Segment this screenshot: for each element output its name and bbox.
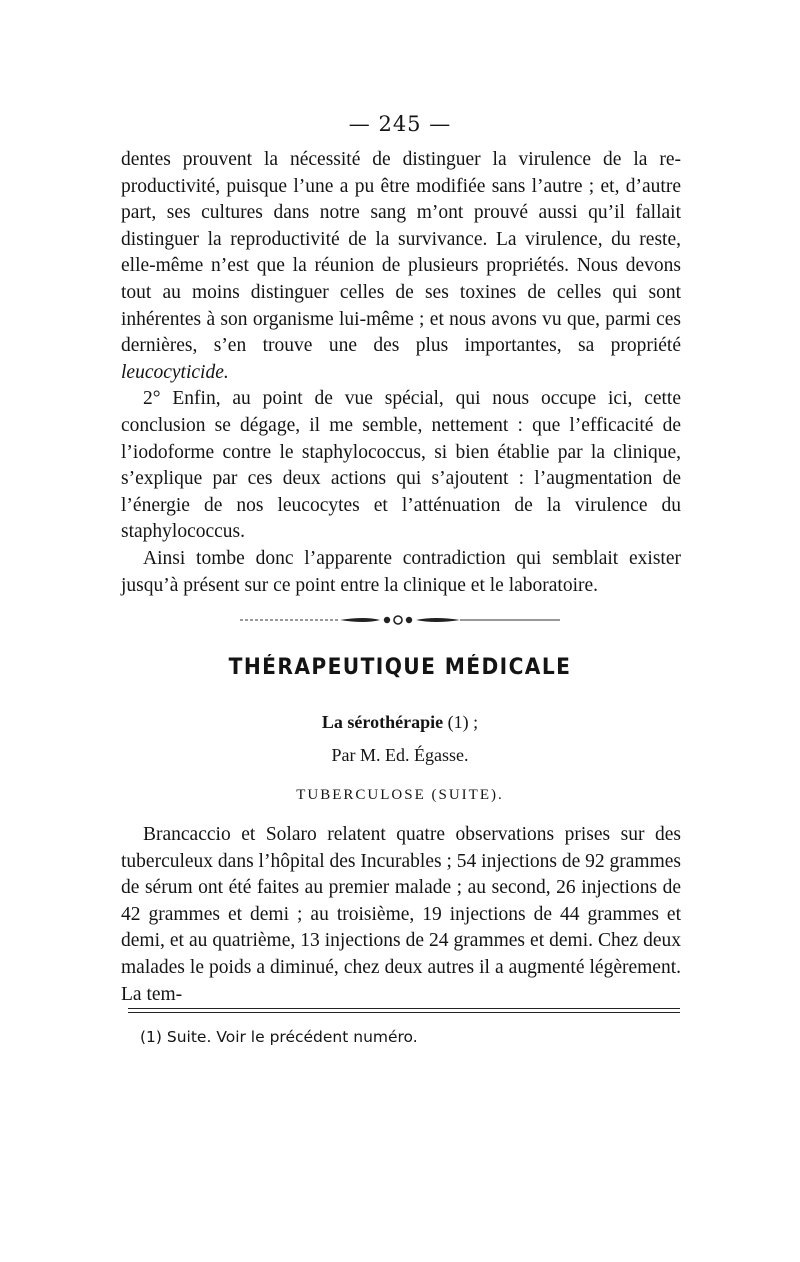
footnote-rule-2 — [128, 1012, 680, 1013]
body-text-top — [121, 147, 681, 599]
paragraph-3: Ainsi tombe donc l’apparente contradiction qui semblait exister jusqu’à présent sur ce point entre la clinique et le laboratoire. — [121, 547, 681, 596]
footnote-rule — [128, 1008, 680, 1009]
italic-term: leucocyticide. — [121, 361, 229, 383]
ornament-divider — [240, 612, 560, 628]
paragraph-1-text: dentes prouvent la nécessité de distinguer la virulence de la reproductivité, puisque l’une a pu être modifiée sans l’autre ; et, d’autre part, ses cultures dans notre sang m’ont prouvé aussi qu’il fallait distinguer la reproductivité de la survivance. La virulence, du reste, elle-même n’est que la réunion de plusieurs propriétés. Nous devons tout au moins distinguer celles de ses toxines de celles qui sont inhérentes à son organisme lui-même ; et nous avons vu que, parmi ces dernières, s’en trouve une des plus importantes, sa propriété — [121, 149, 681, 357]
article-subtitle: TUBERCULOSE (SUITE). — [296, 787, 504, 803]
paragraph-2: 2° Enfin, au point de vue spécial, qui nous occupe ici, cette conclusion se dégage, il me semble, nettement : que l’efficacité de l’iodoforme contre le staphylococcus, si bien établie par la clinique, s’explique par ces deux actions qui s’ajoutent : l’augmentation de l’énergie de nos leucocytes et l’atténuation de la virulence du staphylococcus. — [121, 388, 681, 543]
paragraph-1 — [121, 147, 681, 386]
page-number: — 245 — — [348, 112, 452, 136]
paragraph-4: Brancaccio et Solaro relatent quatre observations prises sur des tuberculeux dans l’hôpital des Incurables ; 54 injections de 92 grammes de sérum ont été faites au premier malade ; au second, 26 injections de 42 grammes et demi ; au troisième, 19 injections de 44 grammes et demi, et au quatrième, 13 injections de 24 grammes et demi. Chez deux malades le poids a diminué, chez deux autres il a augmenté légèrement. La tem- — [121, 824, 681, 1005]
article-title-line — [0, 712, 800, 733]
footnote: (1) Suite. Voir le précédent numéro. — [140, 1028, 418, 1046]
article-note: (1) ; — [443, 712, 479, 732]
section-title: THÉRAPEUTIQUE MÉDICALE — [228, 655, 572, 680]
author-line: Par M. Ed. Égasse. — [331, 745, 469, 765]
article-title: La sérothérapie — [321, 712, 444, 732]
body-text-bottom — [121, 822, 681, 1008]
